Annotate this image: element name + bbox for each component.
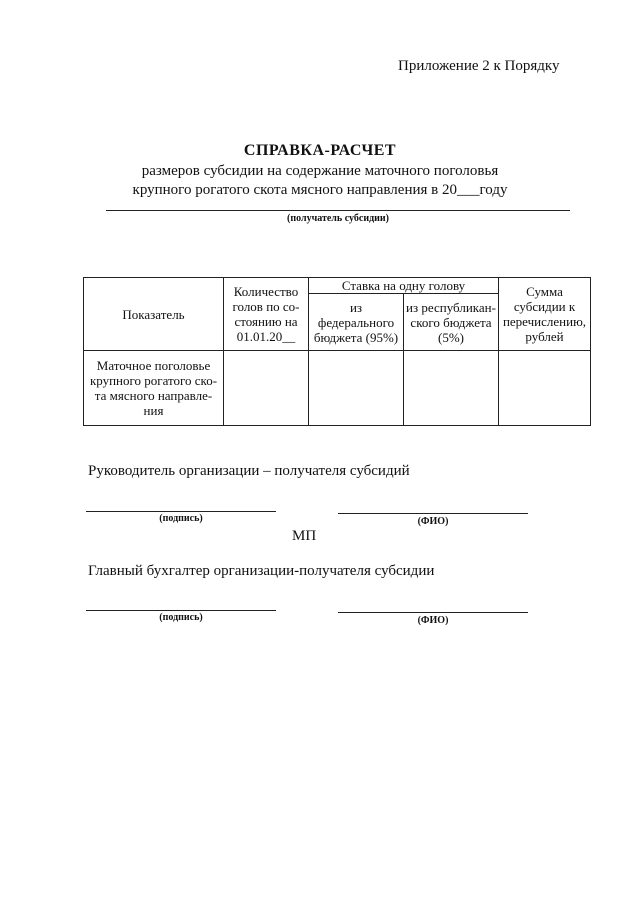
accountant-name-caption: (ФИО): [417, 615, 449, 626]
row-federal-cell: [309, 351, 404, 426]
head-signature-caption: (подпись): [159, 513, 203, 524]
appendix-note: Приложение 2 к Порядку: [398, 58, 560, 74]
accountant-signature-caption: (подпись): [159, 612, 203, 623]
row-sum-cell: [499, 351, 591, 426]
row-republic-cell: [404, 351, 499, 426]
document-title: СПРАВКА-РАСЧЕТ: [243, 142, 397, 159]
document-subtitle: [0, 162, 640, 200]
header-rate: Ставка на одну голову: [309, 278, 499, 294]
header-federal: из федерального бюджета (95%): [309, 294, 404, 351]
header-sum: Сумма субсидии к перечислению, рублей: [499, 278, 591, 351]
head-name-caption: (ФИО): [417, 516, 449, 527]
head-signature-line: [86, 511, 276, 512]
subtitle-line-1: размеров субсидии на содержание маточного поголовья: [141, 163, 499, 179]
subtitle-line-2: крупного рогатого скота мясного направления в 20___году: [132, 182, 508, 198]
table-header-row: [84, 278, 591, 294]
head-signature-title: Руководитель организации – получателя субсидий: [88, 463, 410, 479]
recipient-line: [106, 210, 570, 211]
head-name-line: [338, 513, 528, 514]
accountant-name-line: [338, 612, 528, 613]
table-row: [84, 351, 591, 426]
row-count-cell: [224, 351, 309, 426]
recipient-caption: (получатель субсидии): [287, 213, 389, 224]
accountant-signature-title: Главный бухгалтер организации-получателя субсидии: [88, 563, 435, 579]
row-indicator: Маточное поголовье крупного рогатого ско-та мясного направле-ния: [84, 351, 224, 426]
calculation-table: [83, 277, 591, 426]
header-indicator: Показатель: [84, 278, 224, 351]
stamp-place: МП: [292, 528, 317, 544]
accountant-signature-line: [86, 610, 276, 611]
header-republic: из республикан-ского бюджета (5%): [404, 294, 499, 351]
header-count: Количество голов по со-стоянию на 01.01.20__: [224, 278, 309, 351]
